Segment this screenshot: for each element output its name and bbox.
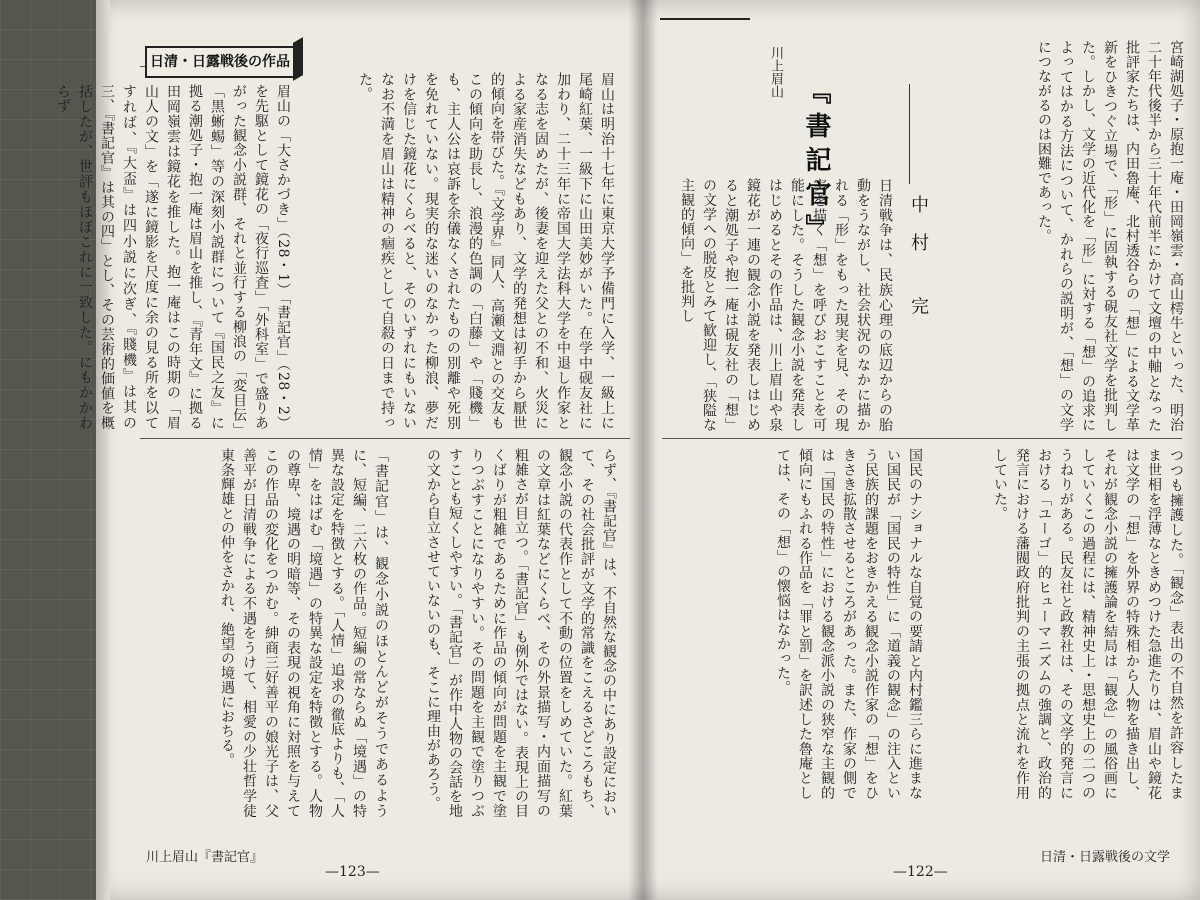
text-column-upper: 眉山は明治十七年に東京大学予備門に入学、一級上に尾崎紅葉、一級下に山田美妙がいた。在学中砚友社に加わり、二十三年に帝国大学法科大学を中退し作家となる志を固めたが、後妻を迎えた父との不和、火災による家産消失などもあり、文学的発想は初手から厭世的傾向を帯びた。『文学界』同人、高瀬文淵との交友もこの傾向を助長し、浪漫的色調の「白藤」や「賤機」も、主人公は哀訴を余儀なくされたものの別離や死別を免れていない。現実的な迷いのなかった柳浪、夢だけを信じた鏡花にくらべると、そのいずれにもいないなお不満を眉山は精神の痼疾として自殺の日まで持った。 [357, 72, 615, 431]
column-divider [140, 438, 630, 439]
title-rule [660, 18, 750, 46]
text-column-lower-continued: 国民のナショナルな自覚の要請と内村鑑三らに進まない国民が「国民の特性」に「道義の観念」の注入という民族的課題をおきかえる観念小説作家の「想」をひきさき拡散させるところがあった。また、作家の側では「国民の特性」における観念派小説の狭窄な主観的傾向にもふれる作品を「罪と罰」を訳述した魯庵としては、その「想」の懐悩はなかった。 [775, 448, 923, 801]
text-column-upper: 宮崎湖処子・原抱一庵・田岡嶺雲・高山樗牛といった、明治二十年代後半から三十年代前半にかけて文壇の中軸となった批評家たちは、内田魯庵、北村透谷らの「想」による文学革新をひきつぐ立場で、「形」に固執する硯友社文学を批判した。しかし、文学の近代化を「形」に対する「想」の追求によってはかる方法について、かれらの説明が、「想」の文学につながるのは困難であった。 [1036, 40, 1184, 432]
running-footer: 日清・日露戦後の文学 [1040, 850, 1171, 865]
text-column-upper-continued: 眉山の「大さかづき」（28・1）「書記官」（28・2）を先駆として鏡花の「夜行巡査」「外科室」で盛りあがった観念小説群、それと並行する柳浪の「変目伝」「黒蜥蜴」等の深刻小説群について『国民之友』に拠る潮処子・抱一庵は眉山を推し、『青年文』に拠る田岡嶺雲は鏡花を推した。抱一庵はこの時期の「眉山人の文」を「遂に鏡影を尺度に余の見る所を以てすれば、『大盃』は四小説に次ぎ、『賤機』は其の三、『書記官』は其の四」とし、その芸術的価値を概括したが、世評もほぼこれに一致した。にもかかわらず [55, 84, 291, 430]
text-column-lower: らず、『書記官』は、不自然な観念の中にあり設定において、その社会批評が文学的常識をこえるさどころもち、観念小説の代表作として不動の位置をしめていた。紅葉の文章は紅葉などにくらべ、その外景描写・内面描写の粗雑さが目立つ。「書記官」も例外ではない。表現上の目くばりが粗雑であるために作品の傾向が問題を主観で塗りつぶすことになりやすい。その問題を主観で塗りつぶすことも短くしやすい。「書記官」が作中人物の会話を地の文から自立させていないのも、そこに理由があろう。 [425, 448, 617, 818]
article-author: 中村 完 [908, 195, 929, 335]
page-number: —122— [893, 864, 948, 880]
page-number: —123— [325, 864, 380, 880]
section-label: 日清・日露戦後の作品 [145, 46, 295, 78]
text-column-lower: つつも擁護した。「観念」表出の不自然を許容したまま世相を浮薄なときめつけた急進たりは、眉山や鏡花は文学の「想」を外界の特殊相から人物を描き出し、それが観念小説の擁護論を結局は「観念」の風俗画にしていくこの過程には、精神史上・思想史上の二つのうねりがある。民友社と政教社は、その文学的発言における「ユーゴ」的ヒューマニズムの強調と、政治的発言における藩閥政府批判の主張の拠点と流れを作用していた。 [992, 448, 1184, 801]
article-title: 『書記官』 [801, 78, 831, 248]
running-footer: 川上眉山『書記官』 [146, 850, 264, 865]
text-column-lower-continued: 「書記官」は、観念小説のほとんどがそうであるように、短編、二六枚の作品。短編の常ならぬ「境遇」の特異な設定を特徴とする。「人情」追求の徹底よりも、「人情」をはばむ「境遇」の特異な設定を特徴とする。人物の尊卑、境遇の明暗等、その表現の視角に対照を与えてこの作品の変化をつかむ。紳商三好善平の娘光子は、父善平が日清戦争による不遇をうけて、相愛の少壮哲学徒東条輝雄との仲をさかれ、絶望の境遇におちる。 [219, 448, 389, 818]
article-author-subject: 川上眉山 [768, 46, 783, 98]
column-divider [662, 438, 1182, 439]
author-rule [909, 84, 910, 184]
text-column-upper-continued: 日清戦争は、民族心理の底辺からの胎動をうながし、社会状況のなかに描かれる「形」をもった現実を見、その現実を描く「想」を呼びおこすことを可能にした。そうした観念小説を発表しはじめるとその作品は、川上眉山や泉鏡花が一連の観念小説を発表しはじめると潮処子や抱一庵は硯友社の「想」の文学への脱皮とみて歓迎し、「狭隘な主観的傾向」を批判し [679, 178, 893, 432]
